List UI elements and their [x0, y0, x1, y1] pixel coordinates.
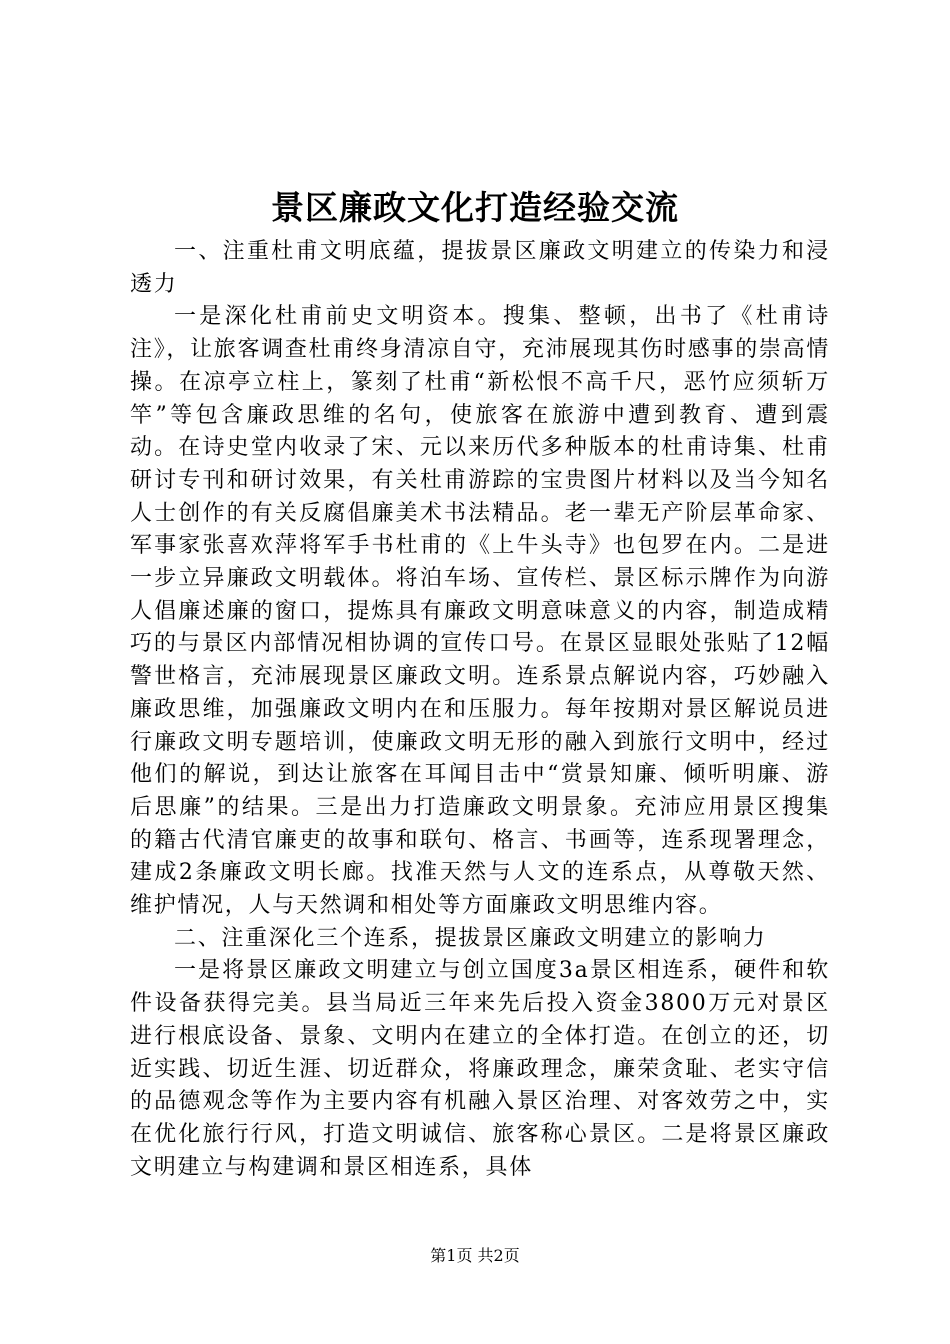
body-paragraph-2: 一是将景区廉政文明建立与创立国度3a景区相连系，硬件和软件设备获得完美。县当局近三年来先后投入资金3800万元对景区进行根底设备、景象、文明内在建立的全体打造。在创立的还，切近实践、切近生涯、切近群众，将廉政理念，廉荣贪耻、老实守信的品德观念等作为主要内容有机融入景区治理、对客效劳之中，实在优化旅行行风，打造文明诚信、旅客称心景区。二是将景区廉政文明建立与构建调和景区相连系，具体 [130, 958, 830, 1180]
page-footer: 第1页 共2页 [430, 1246, 520, 1265]
document-title: 景区廉政文化打造经验交流 [271, 188, 679, 227]
section-heading-2: 二、注重深化三个连系，提拔景区廉政文明建立的影响力 [174, 925, 767, 951]
section-heading-1: 一、注重杜甫文明底蕴，提拔景区廉政文明建立的传染力和浸透力 [130, 239, 830, 297]
body-paragraph-1: 一是深化杜甫前史文明资本。搜集、整顿，出书了《杜甫诗注》，让旅客调查杜甫终身清凉自守，充沛展现其伤时感事的崇高情操。在凉亭立柱上，篆刻了杜甫“新松恨不高千尺，恶竹应须斩万竿”等包含廉政思维的名句，使旅客在旅游中遭到教育、遭到震动。在诗史堂内收录了宋、元以来历代多种版本的杜甫诗集、杜甫研讨专刊和研讨效果，有关杜甫游踪的宝贵图片材料以及当今知名人士创作的有关反腐倡廉美术书法精品。老一辈无产阶层革命家、军事家张喜欢萍将军手书杜甫的《上牛头寺》也包罗在内。二是进一步立异廉政文明载体。将泊车场、宣传栏、景区标示牌作为向游人倡廉述廉的窗口，提炼具有廉政文明意味意义的内容，制造成精巧的与景区内部情况相协调的宣传口号。在景区显眼处张贴了12幅警世格言，充沛展现景区廉政文明。连系景点解说内容，巧妙融入廉政思维，加强廉政文明内在和压服力。每年按期对景区解说员进行廉政文明专题培训，使廉政文明无形的融入到旅行文明中，经过他们的解说，到达让旅客在耳闻目击中“赏景知廉、倾听明廉、游后思廉”的结果。三是出力打造廉政文明景象。充沛应用景区搜集的籍古代清官廉吏的故事和联句、格言、书画等，连系现署理念，建成2条廉政文明长廊。找准天然与人文的连系点，从尊敬天然、维护情况，人与天然调和相处等方面廉政文明思维内容。 [130, 304, 831, 919]
document-body [130, 236, 830, 1184]
